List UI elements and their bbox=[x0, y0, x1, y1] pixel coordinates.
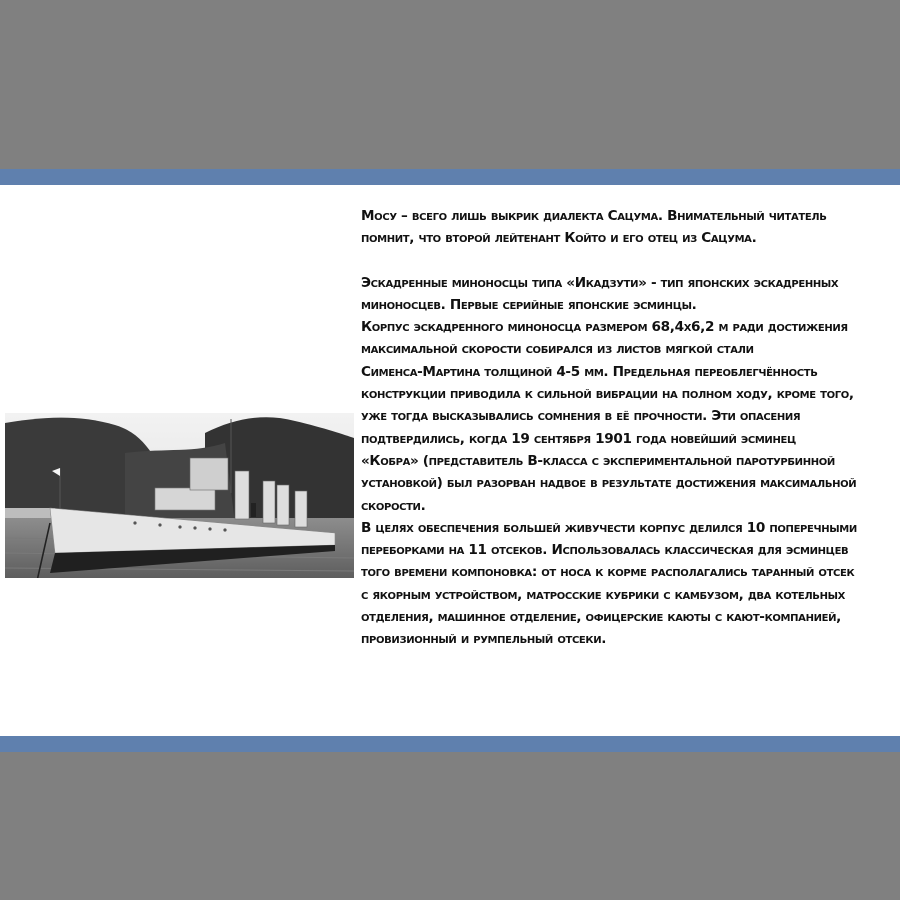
p3-line: отделения, машинное отделение, офицерские каюты с кают-компанией, bbox=[361, 609, 841, 626]
p3-line: того времени компоновка: от носа к корме располагались таранный отсек bbox=[361, 564, 855, 581]
p2-line: установкой) был разорван надвое в результате достижения максимальной bbox=[361, 475, 857, 492]
top-gray-margin bbox=[0, 0, 900, 169]
p1-line: миноносцев. Первые серийные японские эсминцы. bbox=[361, 296, 697, 313]
destroyer-photo bbox=[5, 413, 354, 578]
p2-line: конструкции приводила к сильной вибрации на полном ходу, кроме того, bbox=[361, 386, 854, 403]
p1-line: Эскадренные миноносцы типа «Икадзути» - тип японских эскадренных bbox=[361, 274, 839, 291]
p2-line: максимальной скорости собирался из листов мягкой стали bbox=[361, 341, 754, 358]
p3-line: переборками на 11 отсеков. Использовалась классическая для эсминцев bbox=[361, 542, 849, 559]
p2-line: Корпус эскадренного миноносца размером 68,4х6,2 м ради достижения bbox=[361, 319, 848, 336]
intro-line-1: Мосу – всего лишь выкрик диалекта Сацума. Внимательный читатель bbox=[361, 208, 827, 224]
article-text bbox=[361, 205, 881, 651]
p2-line: «Кобра» (представитель B-класса с экспериментальной паротурбинной bbox=[361, 452, 835, 469]
p2-line: уже тогда высказывались сомнения в её прочности. Эти опасения bbox=[361, 408, 801, 425]
top-blue-band bbox=[0, 169, 900, 185]
ship-photo-illustration bbox=[5, 413, 354, 578]
p2-line: Сименса-Мартина толщиной 4-5 мм. Предельная переоблегчённость bbox=[361, 363, 818, 380]
p3-line: провизионный и румпельный отсеки. bbox=[361, 631, 607, 648]
p2-line: подтвердились, когда 19 сентября 1901 года новейший эсминец bbox=[361, 430, 796, 447]
intro-line-2: помнит, что второй лейтенант Който и его отец из Сацума. bbox=[361, 230, 757, 247]
p3-line: В целях обеспечения большей живучести корпус делился 10 поперечными bbox=[361, 519, 857, 536]
bottom-gray-margin bbox=[0, 752, 900, 900]
bottom-blue-band bbox=[0, 736, 900, 752]
p3-line: с якорным устройством, матросские кубрики с камбузом, два котельных bbox=[361, 586, 845, 603]
paragraph-gap bbox=[361, 250, 881, 272]
p2-line: скорости. bbox=[361, 497, 426, 514]
